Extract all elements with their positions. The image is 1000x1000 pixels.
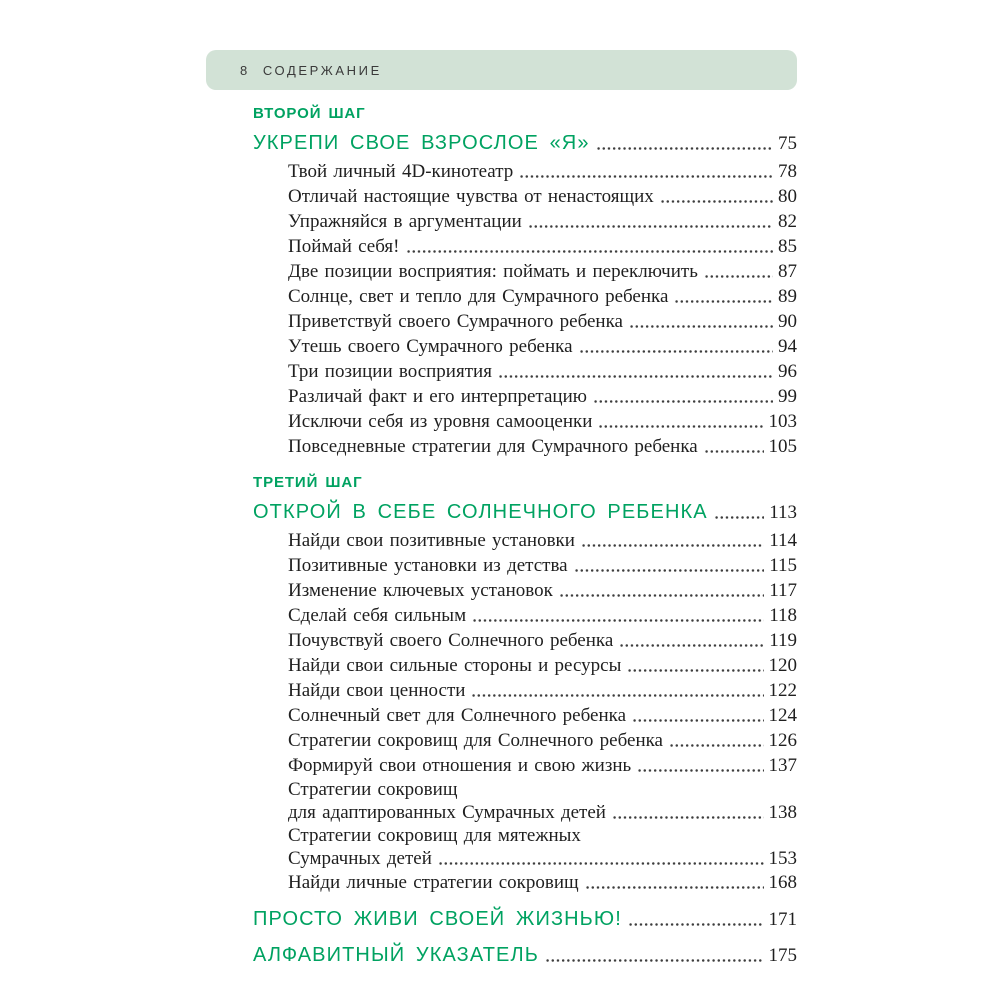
toc-entry-page-number: 87 (778, 261, 797, 282)
dot-leader (660, 200, 773, 203)
toc-entry-title: Упражняйся в аргументации (288, 211, 522, 232)
toc-entry-title: Найди личные стратегии сокровищ (288, 872, 579, 893)
dot-leader (528, 225, 773, 228)
toc-entry-title: Найди свои позитивные установки (288, 530, 575, 551)
toc-entry-page-number: 78 (778, 161, 797, 182)
dot-leader (406, 250, 774, 253)
dot-leader (629, 325, 773, 328)
section-step-label: ВТОРОЙ ШАГ (253, 105, 366, 122)
toc-entry-page-number: 85 (778, 236, 797, 257)
toc-row (288, 653, 797, 678)
dot-leader (704, 450, 764, 453)
dot-leader (593, 400, 773, 403)
dot-leader (519, 175, 773, 178)
toc-entry-page-number: 94 (778, 336, 797, 357)
toc-row (288, 870, 797, 895)
dot-leader (574, 569, 765, 572)
toc-row (288, 801, 797, 824)
toc-entry-title: Найди свои ценности (288, 680, 466, 701)
section-step-label: ТРЕТИЙ ШАГ (253, 474, 363, 491)
toc-row (288, 847, 797, 870)
toc-entry-page-number: 119 (769, 630, 797, 651)
toc-entry-title: Найди свои сильные стороны и ресурсы (288, 655, 622, 676)
toc-entry-title: Различай факт и его интерпретацию (288, 386, 587, 407)
dot-leader (472, 619, 764, 622)
toc-row (288, 628, 797, 653)
toc-entry-title-line1: Стратегии сокровищ (288, 779, 458, 800)
toc-row (288, 384, 797, 409)
dot-leader (581, 544, 764, 547)
dot-leader (585, 886, 764, 889)
toc-entry-title: Солнечный свет для Солнечного ребенка (288, 705, 627, 726)
toc-entry-title: Изменение ключевых установок (288, 580, 553, 601)
toc-row (288, 259, 797, 284)
dot-leader (674, 300, 773, 303)
toc-row (288, 309, 797, 334)
toc-row (288, 553, 797, 578)
toc-entry-title: Утешь своего Сумрачного ребенка (288, 336, 573, 357)
toc-row (288, 703, 797, 728)
toc-row (288, 728, 797, 753)
toc-entry-title: Формируй свои отношения и свою жизнь (288, 755, 632, 776)
toc-row (288, 359, 797, 384)
dot-leader (559, 594, 764, 597)
toc-entry-title: Две позиции восприятия: поймать и переключить (288, 261, 698, 282)
dot-leader (628, 923, 764, 926)
toc-row (288, 578, 797, 603)
toc-entry-page-number: 122 (768, 680, 797, 701)
toc-entry-page-number: 171 (768, 909, 797, 930)
dot-leader (632, 719, 763, 722)
toc-row (288, 209, 797, 234)
toc-entry-title: Солнце, свет и тепло для Сумрачного ребенка (288, 286, 669, 307)
dot-leader (637, 769, 763, 772)
toc-entry-title: Три позиции восприятия (288, 361, 492, 382)
dot-leader (669, 744, 764, 747)
section-entries (253, 528, 797, 895)
toc-entry-title: Стратегии сокровищ для Солнечного ребенка (288, 730, 663, 751)
toc-row (288, 753, 797, 778)
toc-row (288, 528, 797, 553)
toc-section (253, 473, 797, 895)
toc-row (288, 184, 797, 209)
toc-entry-page-number: 138 (768, 802, 797, 823)
toc-entry-title: Повседневные стратегии для Сумрачного ребенка (288, 436, 698, 457)
toc-entry-title: Сделай себя сильным (288, 605, 467, 626)
section-entries (253, 159, 797, 459)
dot-leader (596, 147, 773, 150)
toc (253, 104, 797, 969)
toc-entry-twoline (288, 824, 797, 870)
toc-entry-title: Твой личный 4D-кинотеатр (288, 161, 514, 182)
toc-entry-page-number: 80 (778, 186, 797, 207)
dot-leader (598, 425, 763, 428)
toc-entry-title: Приветствуй своего Сумрачного ребенка (288, 311, 623, 332)
toc-entry-page-number: 175 (768, 945, 797, 966)
dot-leader (438, 862, 764, 865)
toc-row (288, 603, 797, 628)
toc-row (288, 159, 797, 184)
dot-leader (627, 669, 763, 672)
dot-leader (612, 816, 764, 819)
toc-row (253, 130, 797, 157)
toc-entry-title: УКРЕПИ СВОЕ ВЗРОСЛОЕ «Я» (253, 132, 590, 154)
dot-leader (471, 694, 763, 697)
toc-entry-page-number: 126 (768, 730, 797, 751)
toc-section (253, 104, 797, 459)
page-header-bar (206, 50, 797, 90)
toc-entry-page-number: 137 (768, 755, 797, 776)
dot-leader (714, 516, 765, 519)
toc-entry-title: Сумрачных детей (288, 848, 432, 869)
toc-entry-page-number: 117 (769, 580, 797, 601)
toc-row (288, 678, 797, 703)
toc-entry-title: Исключи себя из уровня самооценки (288, 411, 593, 432)
toc-row (288, 409, 797, 434)
toc-entry-title: Поймай себя! (288, 236, 400, 257)
toc-entry-title: ПРОСТО ЖИВИ СВОЕЙ ЖИЗНЬЮ! (253, 908, 622, 930)
toc-entry-page-number: 105 (768, 436, 797, 457)
toc-row (253, 906, 797, 933)
toc-row (288, 434, 797, 459)
toc-entry-page-number: 168 (768, 872, 797, 893)
toc-entry-page-number: 103 (768, 411, 797, 432)
toc-entry-title-line1: Стратегии сокровищ для мятежных (288, 825, 581, 846)
toc-entry-page-number: 90 (778, 311, 797, 332)
toc-entry-page-number: 115 (769, 555, 797, 576)
toc-entry-title: АЛФАВИТНЫЙ УКАЗАТЕЛЬ (253, 944, 539, 966)
toc-entry-page-number: 113 (769, 502, 797, 523)
toc-entry-page-number: 99 (778, 386, 797, 407)
dot-leader (619, 644, 764, 647)
header-title: СОДЕРЖАНИЕ (262, 62, 382, 78)
dot-leader (704, 275, 773, 278)
toc-entry-page-number: 114 (769, 530, 797, 551)
toc-row (288, 284, 797, 309)
toc-entry-title: ОТКРОЙ В СЕБЕ СОЛНЕЧНОГО РЕБЕНКА (253, 501, 708, 523)
dot-leader (498, 375, 773, 378)
toc-entry-title: Почувствуй своего Солнечного ребенка (288, 630, 614, 651)
toc-entry-page-number: 124 (768, 705, 797, 726)
toc-entry-page-number: 82 (778, 211, 797, 232)
toc-entry-title: для адаптированных Сумрачных детей (288, 802, 606, 823)
toc-entry-twoline (288, 778, 797, 824)
dot-leader (579, 350, 773, 353)
toc-entry-page-number: 89 (778, 286, 797, 307)
toc-entry-page-number: 96 (778, 361, 797, 382)
toc-row (253, 499, 797, 526)
toc-entry-page-number: 118 (769, 605, 797, 626)
toc-row (288, 334, 797, 359)
toc-entry-title: Отличай настоящие чувства от ненастоящих (288, 186, 654, 207)
toc-entry-page-number: 153 (768, 848, 797, 869)
toc-entry-page-number: 75 (778, 133, 797, 154)
toc-row (288, 234, 797, 259)
toc-entry-title: Позитивные установки из детства (288, 555, 568, 576)
header-page-number: 8 (240, 62, 250, 78)
toc-entry-page-number: 120 (768, 655, 797, 676)
toc-row (253, 942, 797, 969)
dot-leader (545, 959, 764, 962)
